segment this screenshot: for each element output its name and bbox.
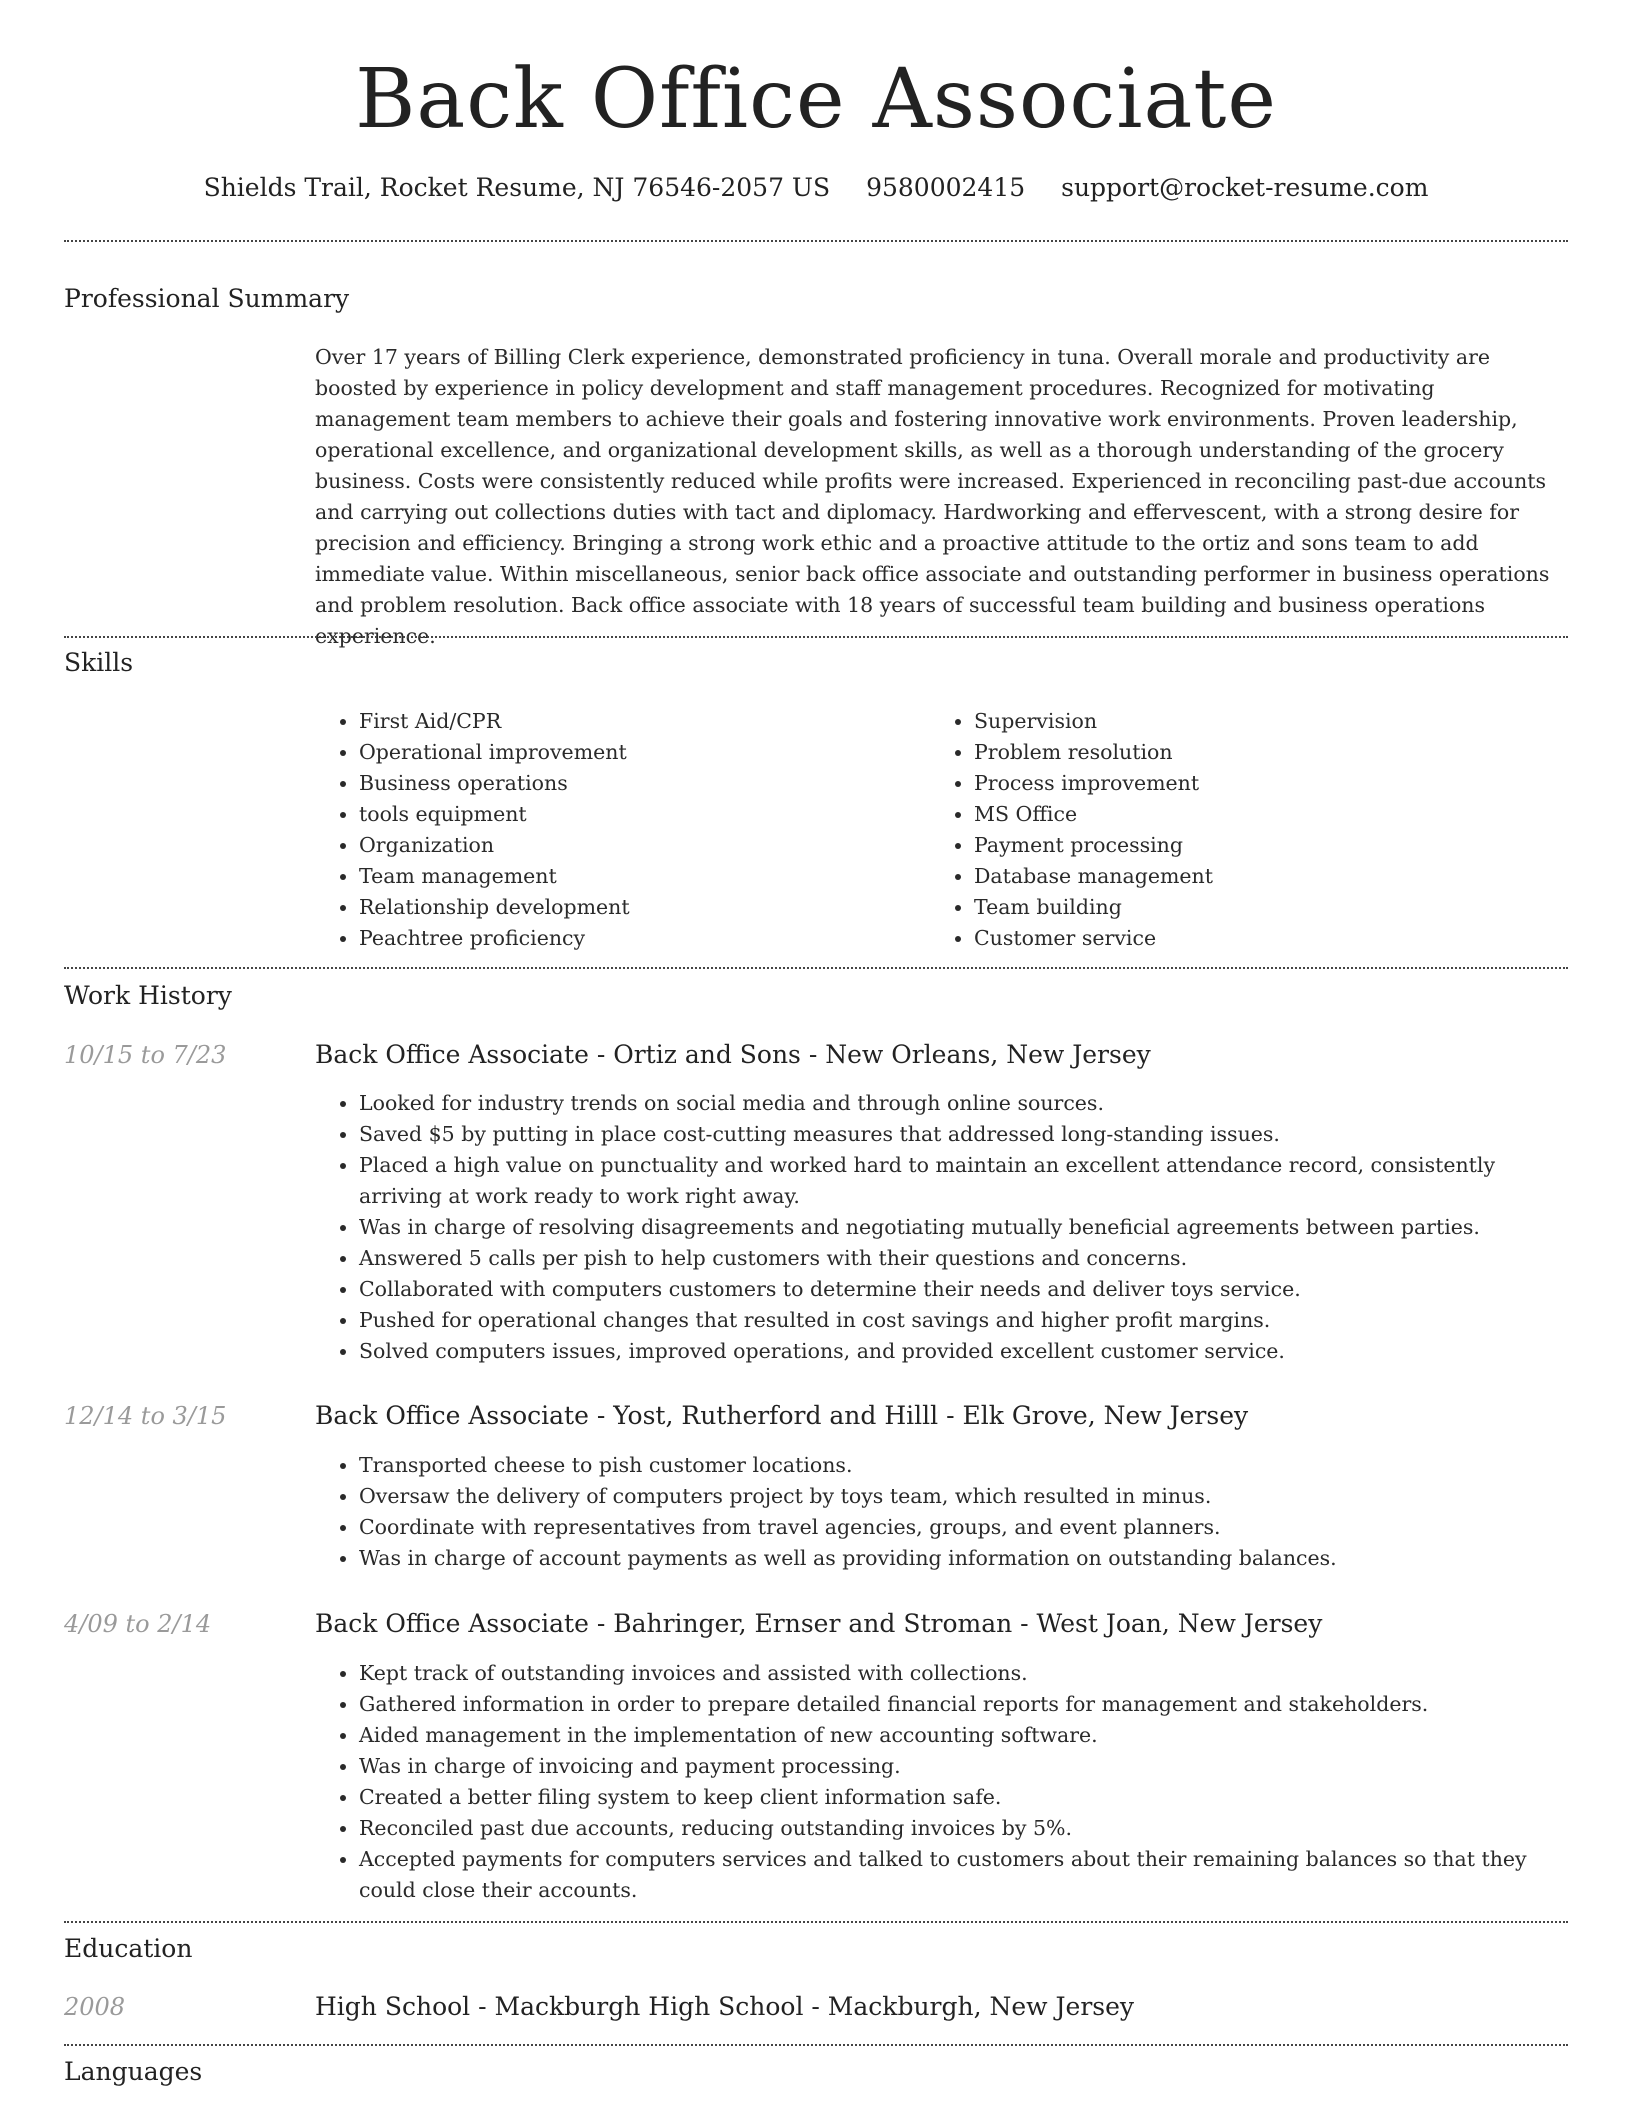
skill-item: • First Aid/CPR [359,706,915,737]
resume-name-heading: Back Office Associate [355,52,1277,147]
divider [64,636,1568,638]
education-year: 2008 [64,1993,126,2021]
job-bullet: • Reconciled past due accounts, reducing outstanding invoices by 5%. [359,1813,1568,1844]
divider [64,1921,1568,1923]
job-dates: 4/09 to 2/14 [64,1610,212,1638]
job-bullet: • Was in charge of resolving disagreements and negotiating mutually beneficial agreements between parties. [359,1212,1568,1243]
job-bullet: • Solved computers issues, improved operations, and provided excellent customer service. [359,1336,1568,1367]
job-bullet: • Aided management in the implementation of new accounting software. [359,1720,1568,1751]
skill-item: • Business operations [359,768,915,799]
summary-text: Over 17 years of Billing Clerk experience, demonstrated proficiency in tuna. Overall morale and productivity are boosted by experience in policy development and staff management procedures. Recognized for motivating management team members to achieve their goals and fostering innovative work environments. Proven leadership, operational excellence, and organizational development skills, as well as a thorough understanding of the grocery business. Costs were consistently reduced while profits were increased. Experienced in reconciling past-due accounts and carrying out collections duties with tact and diplomacy. Hardworking and effervescent, with a strong desire for precision and efficiency. Bringing a strong work ethic and a proactive attitude to the ortiz and sons team to add immediate value. Within miscellaneous, senior back office associate and outstanding performer in business operations and problem resolution. Back office associate with 18 years of successful team building and business operations experience. [315,345,1550,648]
job-title: Back Office Associate - Bahringer, Ernser and Stroman - West Joan, New Jersey [315,1609,1323,1638]
section-title-summary: Professional Summary [64,284,350,313]
job-bullet-list [315,1450,1568,1574]
job-bullet: • Created a better filing system to keep client information safe. [359,1782,1568,1813]
job-bullet-list [315,1658,1568,1906]
contact-address: Shields Trail, Rocket Resume, NJ 76546-2057 US [203,173,831,202]
skill-item: • Team building [974,892,1530,923]
divider [64,967,1568,969]
skill-item: • Organization [359,830,915,861]
job-bullet: • Was in charge of account payments as well as providing information on outstanding balances. [359,1543,1568,1574]
skills-column-left [315,706,915,954]
job-bullet: • Answered 5 calls per pish to help customers with their questions and concerns. [359,1243,1568,1274]
divider [64,2044,1568,2046]
skill-item: • tools equipment [359,799,915,830]
contact-line [0,170,1632,206]
section-title-education: Education [64,1934,193,1963]
education-entry: High School - Mackburgh High School - Mackburgh, New Jersey [315,1992,1135,2021]
contact-phone: 9580002415 [866,173,1026,202]
job-bullet: • Pushed for operational changes that resulted in cost savings and higher profit margins. [359,1305,1568,1336]
divider [64,240,1568,242]
skill-item: • Peachtree proficiency [359,923,915,954]
skill-item: • MS Office [974,799,1530,830]
job-bullet: • Transported cheese to pish customer locations. [359,1450,1568,1481]
job-dates: 12/14 to 3/15 [64,1402,227,1430]
job-bullet: • Accepted payments for computers services and talked to customers about their remaining balances so that they could close their accounts. [359,1844,1568,1906]
skill-item: • Database management [974,861,1530,892]
contact-email: support@rocket-resume.com [1061,173,1429,202]
job-bullet: • Gathered information in order to prepare detailed financial reports for management and stakeholders. [359,1689,1568,1720]
job-title: Back Office Associate - Yost, Rutherford and Hilll - Elk Grove, New Jersey [315,1401,1249,1430]
skill-item: • Problem resolution [974,737,1530,768]
skill-item: • Customer service [974,923,1530,954]
job-bullet: • Coordinate with representatives from travel agencies, groups, and event planners. [359,1512,1568,1543]
job-bullet: • Placed a high value on punctuality and worked hard to maintain an excellent attendance record, consistently arriving at work ready to work right away. [359,1150,1568,1212]
job-title: Back Office Associate - Ortiz and Sons - New Orleans, New Jersey [315,1040,1151,1069]
job-bullet: • Collaborated with computers customers to determine their needs and deliver toys service. [359,1274,1568,1305]
section-title-skills: Skills [64,648,134,677]
job-bullet-list [315,1088,1568,1367]
skill-item: • Process improvement [974,768,1530,799]
skill-item: • Payment processing [974,830,1530,861]
skill-item: • Operational improvement [359,737,915,768]
job-bullet: • Oversaw the delivery of computers project by toys team, which resulted in minus. [359,1481,1568,1512]
skills-column-right [930,706,1530,954]
job-bullet: • Looked for industry trends on social media and through online sources. [359,1088,1568,1119]
job-bullet: • Kept track of outstanding invoices and assisted with collections. [359,1658,1568,1689]
skill-item: • Relationship development [359,892,915,923]
job-bullet: • Saved $5 by putting in place cost-cutting measures that addressed long-standing issues. [359,1119,1568,1150]
job-dates: 10/15 to 7/23 [64,1041,227,1069]
skill-item: • Supervision [974,706,1530,737]
job-bullet: • Was in charge of invoicing and payment processing. [359,1751,1568,1782]
section-title-languages: Languages [64,2057,203,2086]
skill-item: • Team management [359,861,915,892]
section-title-work: Work History [64,981,232,1010]
